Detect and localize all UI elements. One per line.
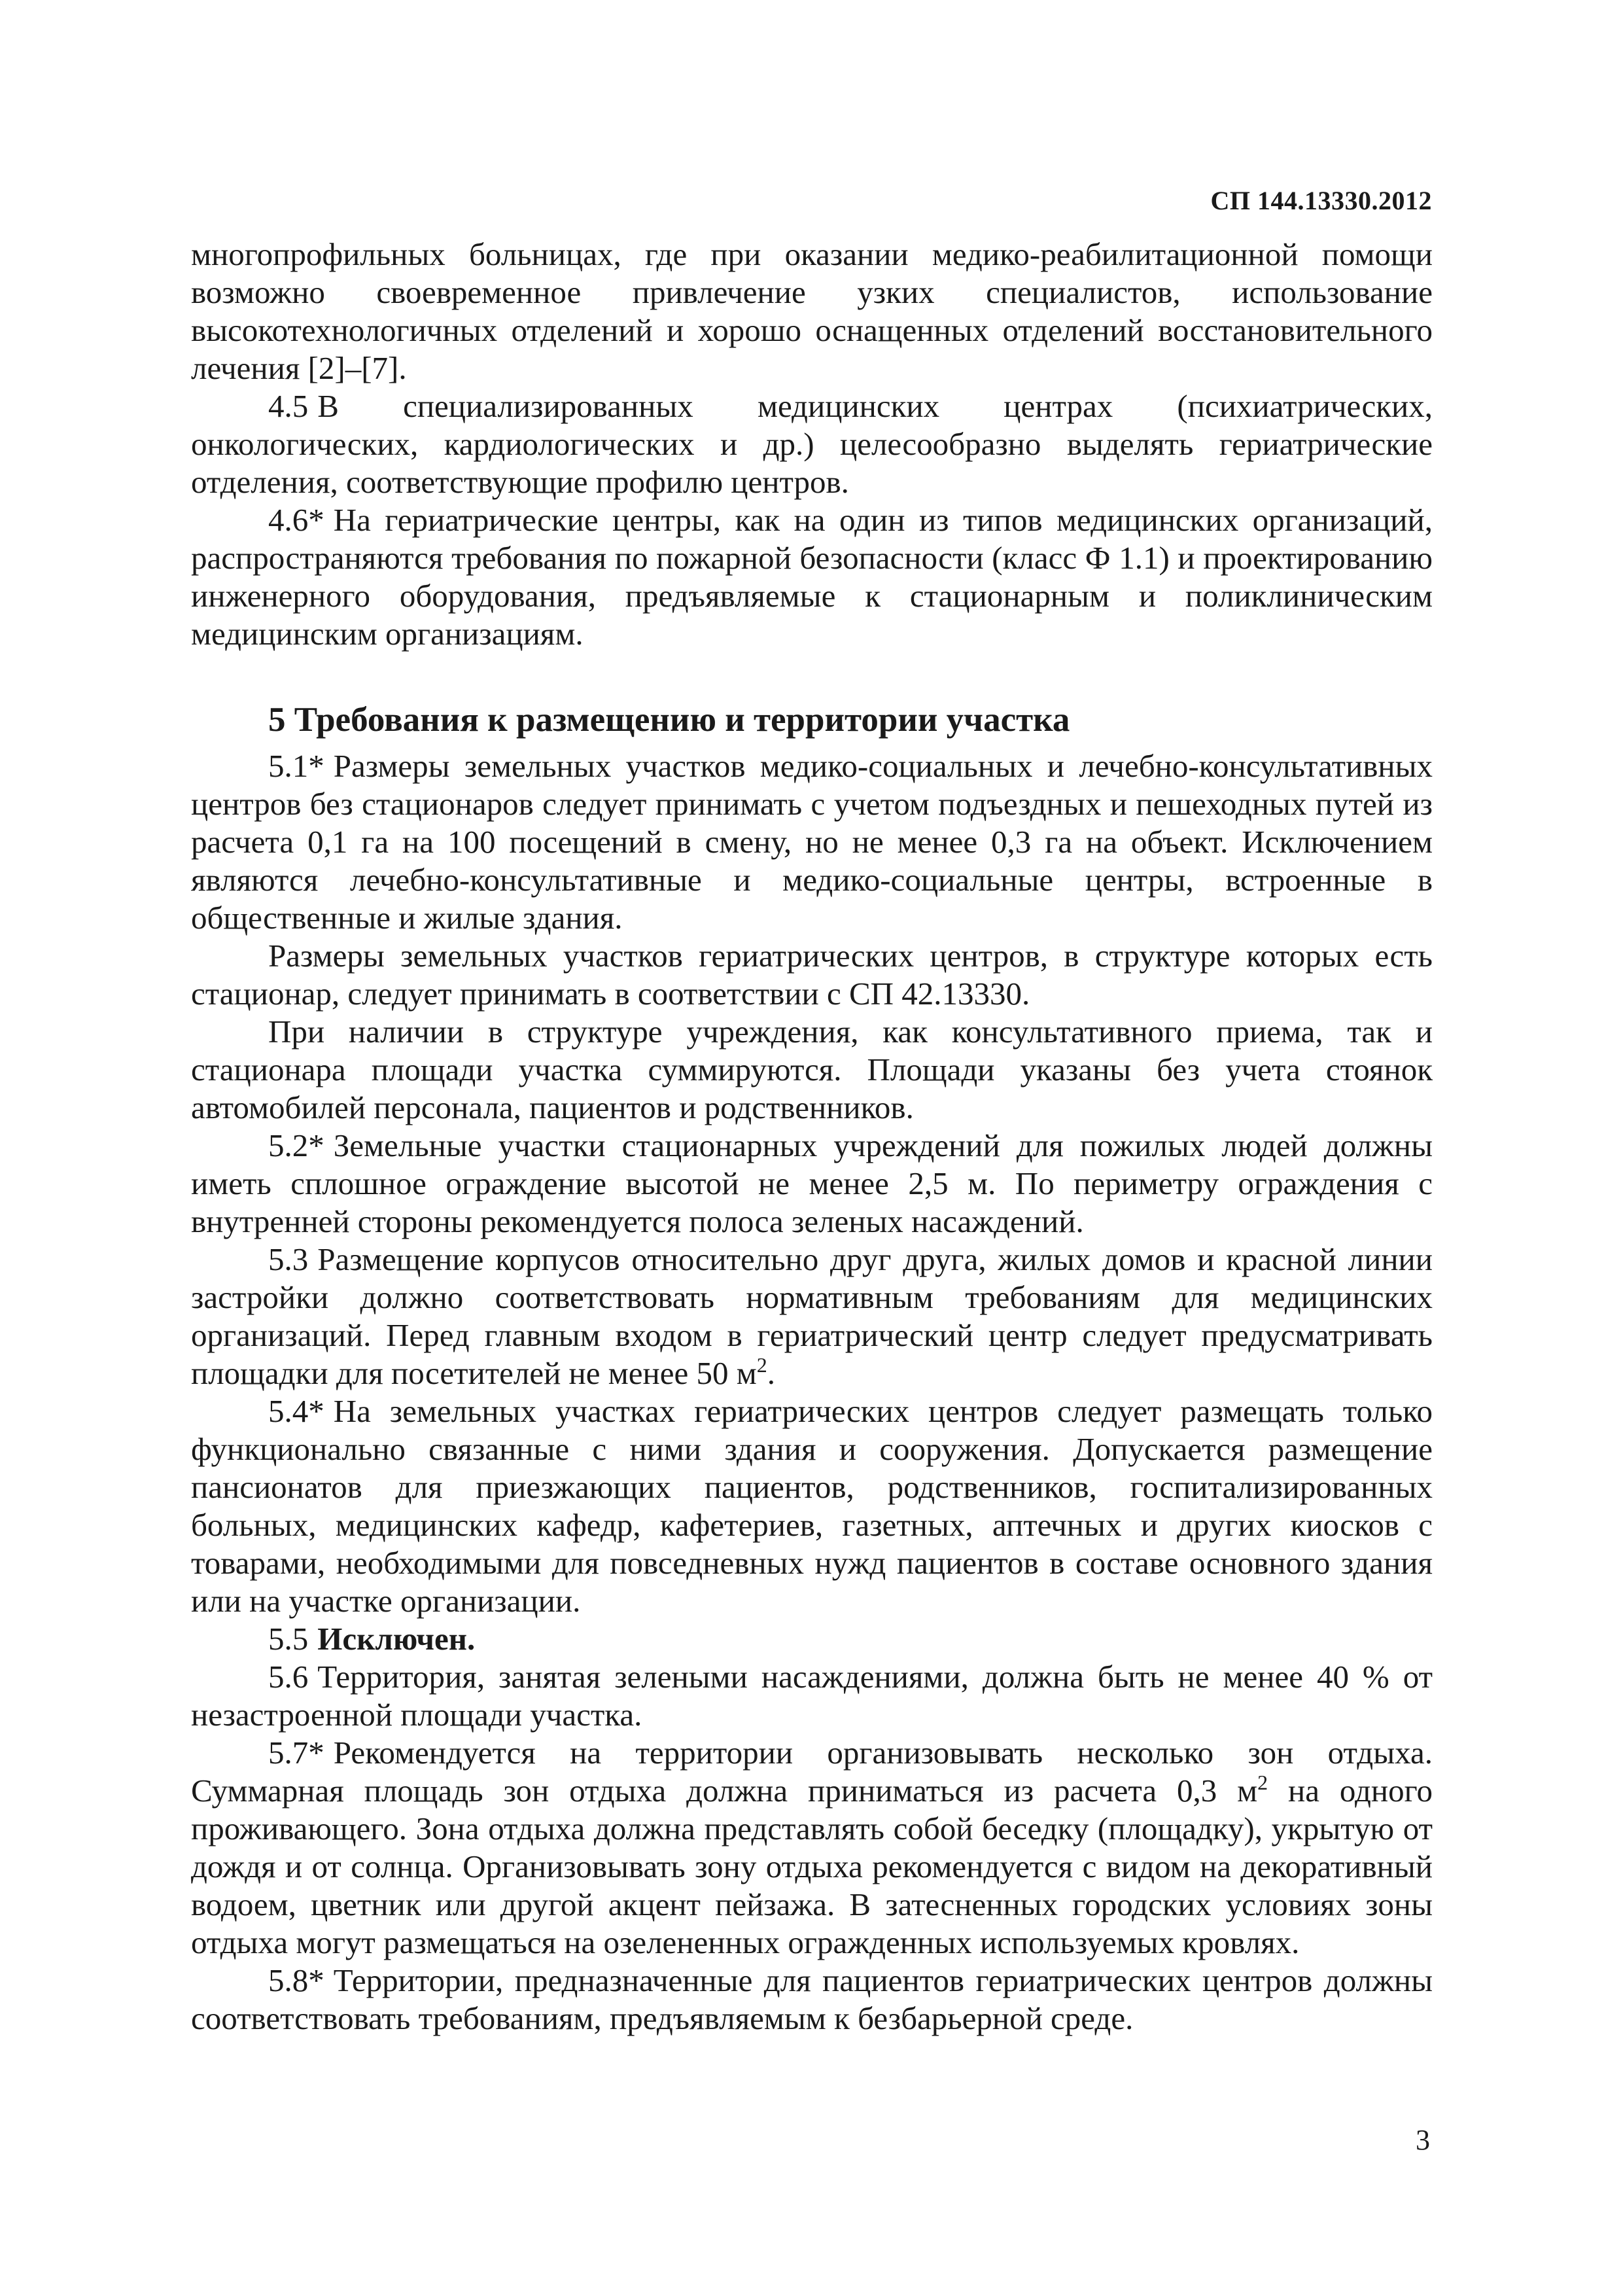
clause-text: Территория, занятая зелеными насаждениями, должна быть не менее 40 % от незастроенной площади участка. xyxy=(191,1659,1433,1733)
paragraph-5-4 xyxy=(191,1392,1433,1620)
paragraph-5-8 xyxy=(191,1962,1433,2038)
document-body xyxy=(191,236,1433,2038)
clause-text: Территории, предназначенные для пациентов гериатрических центров должны соответствовать требованиям, предъявляемым к безбарьерной среде. xyxy=(191,1962,1433,2036)
paragraph-5-1 xyxy=(191,747,1433,937)
paragraph-5-6 xyxy=(191,1658,1433,1734)
clause-text-continued: на одного проживающего. Зона отдыха должна представлять собой беседку (площадку), укрытую от дождя и от солнца. Организовывать зону отдыха рекомендуется с видом на декоративный водоем, цветник или другой акцент пейзажа. В затесненных городских условиях зоны отдыха могут размещаться на озелененных огражденных используемых кровлях. xyxy=(191,1773,1433,1960)
clause-text: Размеры земельных участков медико-социальных и лечебно-консультативных центров без стационаров следует принимать с учетом подъездных и пешеходных путей из расчета 0,1 га на 100 посещений в смену, но не менее 0,3 га на объект. Исключением являются лечебно-консультативные и медико-социальные центры, встроенные в общественные и жилые здания. xyxy=(191,748,1433,936)
clause-text-excluded: Исключен. xyxy=(317,1621,476,1657)
document-code-header: СП 144.13330.2012 xyxy=(1210,186,1432,215)
clause-text: Размещение корпусов относительно друг друга, жилых домов и красной линии застройки должно соответствовать нормативным требованиям для медицинских организаций. Перед главным входом в гериатрический центр следует предусматривать площадки для посетителей не менее 50 м xyxy=(191,1241,1433,1391)
clause-text: Земельные участки стационарных учреждений для пожилых людей должны иметь сплошное ограждение высотой не менее 2,5 м. По периметру ограждения с внутренней стороны рекомендуется полоса зеленых насаждений. xyxy=(191,1127,1433,1239)
paragraph-5-2 xyxy=(191,1127,1433,1241)
clause-text: Рекомендуется на территории организовывать несколько зон отдыха. Суммарная площадь зон отдыха должна приниматься из расчета 0,3 м xyxy=(191,1735,1433,1809)
paragraph-4-6 xyxy=(191,501,1433,653)
clause-number: 5.2* xyxy=(268,1127,324,1163)
clause-text: На гериатрические центры, как на один из типов медицинских организаций, распространяются требования по пожарной безопасности (класс Ф 1.1) и проектированию инженерного оборудования, предъявляемые к стационарным и поликлиническим медицинским организациям. xyxy=(191,502,1433,652)
clause-number: 5.8* xyxy=(268,1962,324,1998)
clause-text-end: . xyxy=(767,1355,775,1391)
clause-number: 5.6 xyxy=(268,1659,309,1695)
paragraph-5-1-b: Размеры земельных участков гериатрических центров, в структуре которых есть стационар, следует принимать в соответствии с СП 42.13330. xyxy=(191,938,1433,1012)
paragraph-5-5 xyxy=(191,1620,1433,1658)
paragraph-5-7 xyxy=(191,1734,1433,1962)
clause-number: 5.5 xyxy=(268,1621,309,1657)
clause-number: 5.3 xyxy=(268,1241,309,1277)
page-number: 3 xyxy=(1416,2124,1430,2156)
paragraph-4-5 xyxy=(191,387,1433,501)
clause-text: На земельных участках гериатрических центров следует размещать только функционально связанные с ними здания и сооружения. Допускается размещение пансионатов для приезжающих пациентов, родственников, госпитализированных больных, медицинских кафедр, кафетериев, газетных, аптечных и других киосков с товарами, необходимыми для повседневных нужд пациентов в составе основного здания или на участке организации. xyxy=(191,1393,1433,1619)
clause-number: 5.4* xyxy=(268,1393,324,1429)
paragraph-5-3 xyxy=(191,1241,1433,1392)
clause-text: В специализированных медицинских центрах (психиатрических, онкологических, кардиологических и др.) целесообразно выделять гериатрические отделения, соответствующие профилю центров. xyxy=(191,388,1433,500)
section-heading: 5 Требования к размещению и территории участка xyxy=(268,701,1070,739)
clause-number: 5.7* xyxy=(268,1735,324,1771)
paragraph-continuation: многопрофильных больницах, где при оказании медико-реабилитационной помощи возможно своевременное привлечение узких специалистов, использование высокотехнологичных отделений и хорошо оснащенных отделений восстановительного лечения [2]–[7]. xyxy=(191,236,1433,386)
superscript: 2 xyxy=(1257,1771,1268,1794)
paragraph-5-1-c: При наличии в структуре учреждения, как консультативного приема, так и стационара площади участка суммируются. Площади указаны без учета стоянок автомобилей персонала, пациентов и родственников. xyxy=(191,1014,1433,1125)
clause-number: 4.6* xyxy=(268,502,324,538)
superscript: 2 xyxy=(756,1353,767,1377)
clause-number: 5.1* xyxy=(268,748,324,784)
clause-number: 4.5 xyxy=(268,388,309,424)
